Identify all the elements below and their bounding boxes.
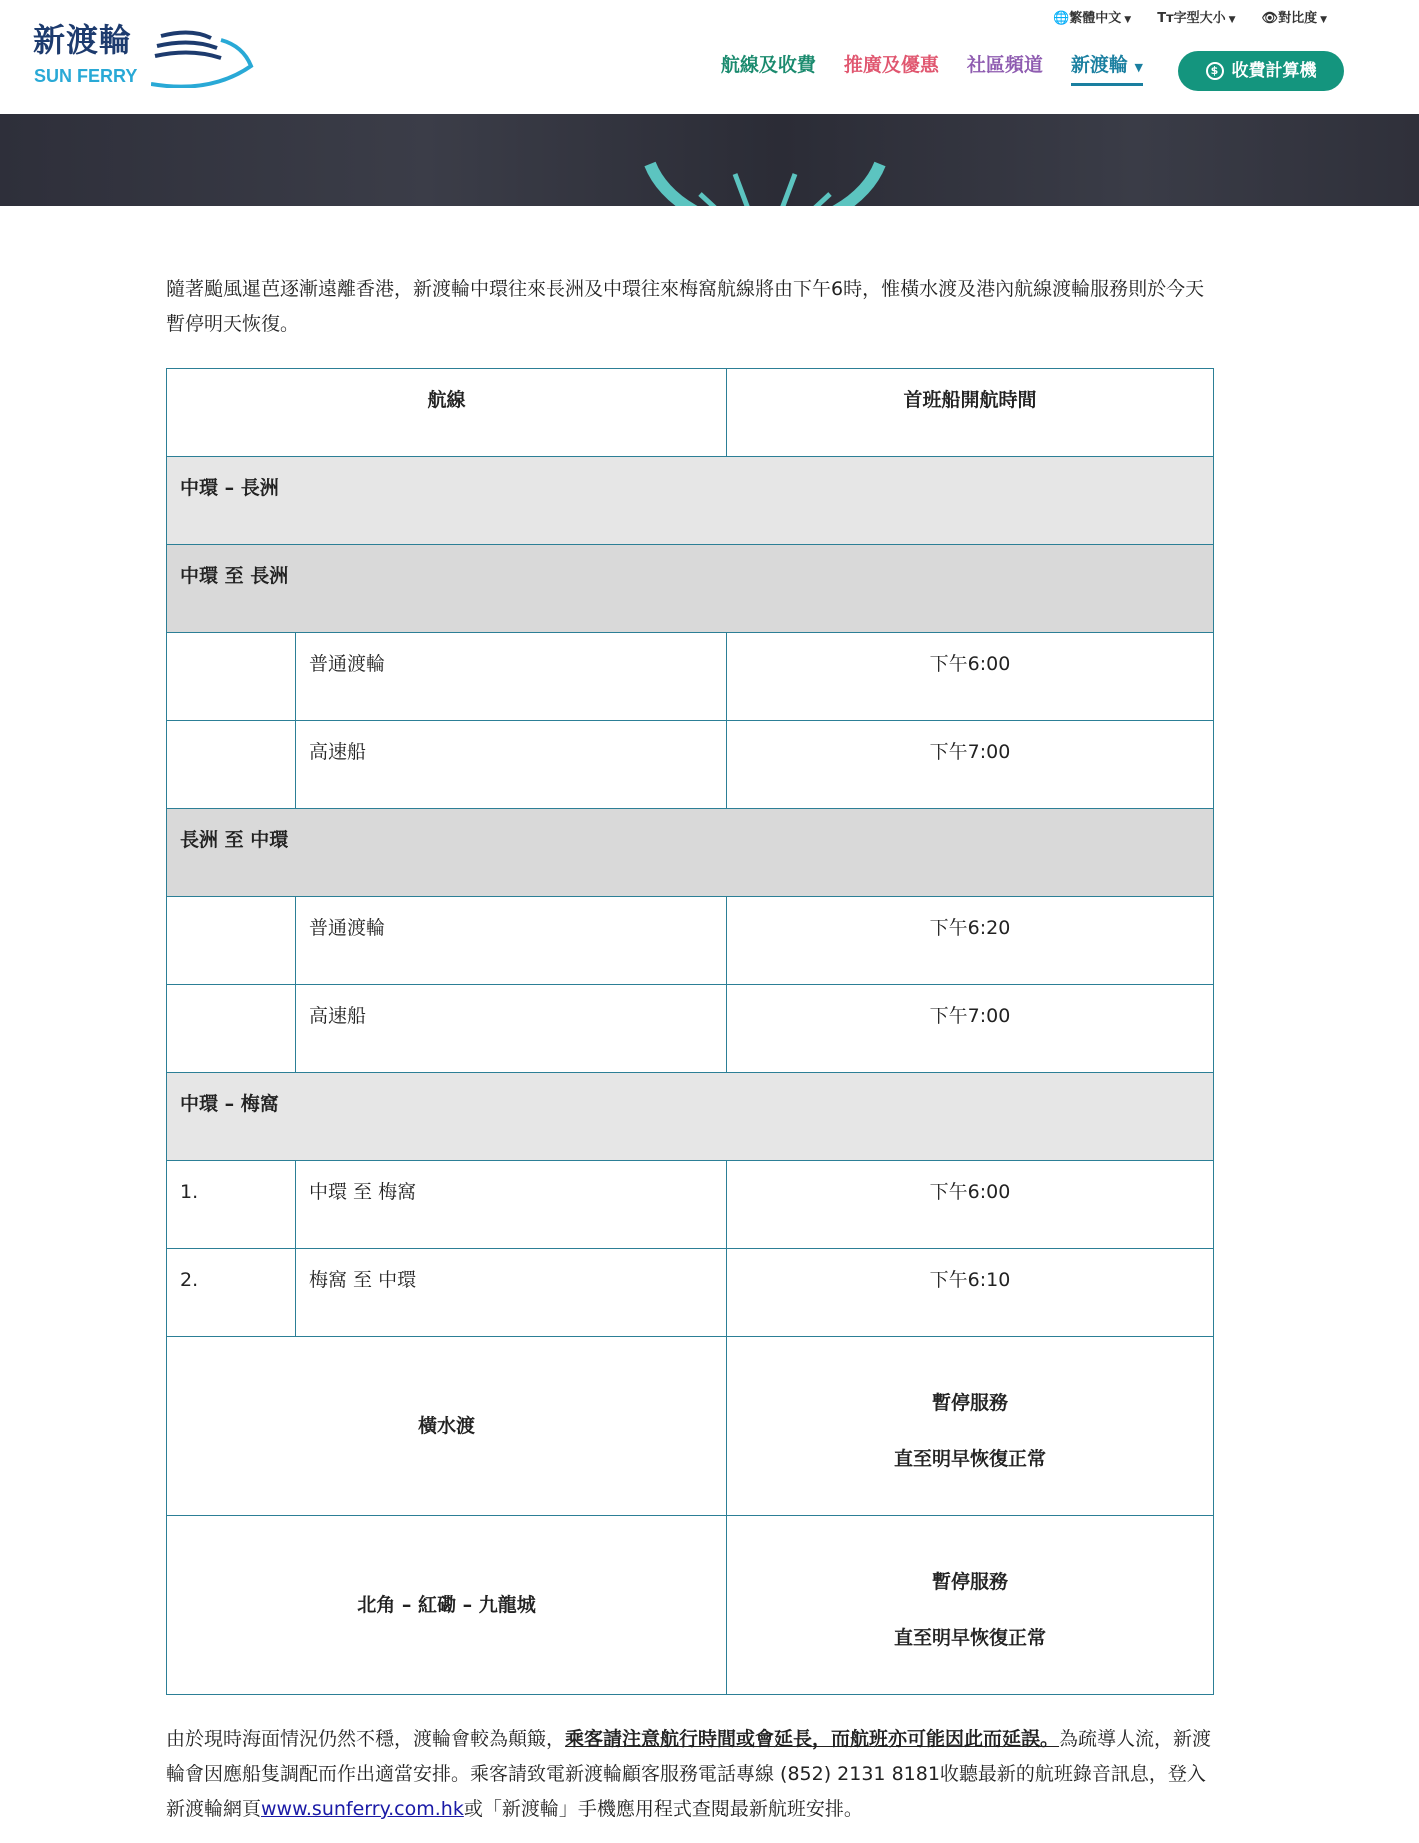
utility-bar [1053, 10, 1327, 29]
nav-promotions[interactable]: 推廣及優惠 [843, 54, 939, 76]
caret-down-icon: ▼ [1320, 15, 1327, 25]
font-size-selector[interactable]: Tт字型大小 ▼ [1157, 11, 1236, 26]
group-row: 中環 – 長洲 [167, 457, 1214, 545]
table-row: 高速船 下午7:00 [167, 985, 1214, 1073]
logo-chinese: 新渡輪 [33, 21, 133, 59]
main-nav [721, 52, 1143, 86]
table-row: 橫水渡 暫停服務 直至明早恢復正常 [167, 1337, 1214, 1516]
nav-community[interactable]: 社區頻道 [966, 54, 1043, 76]
subgroup-row: 中環 至 長洲 [167, 545, 1214, 633]
logo-english: SUN FERRY [34, 66, 138, 86]
subgroup-row: 長洲 至 中環 [167, 809, 1214, 897]
wave-logo-icon [151, 26, 255, 88]
language-selector[interactable]: 🌐繁體中文 ▼ [1053, 11, 1132, 26]
schedule-table [166, 368, 1214, 1695]
site-header [0, 0, 1419, 114]
header-first-sailing: 首班船開航時間 [727, 369, 1214, 457]
hero-banner [0, 114, 1419, 206]
table-row: 普通渡輪 下午6:20 [167, 897, 1214, 985]
table-row: 北角 – 紅磡 – 九龍城 暫停服務 直至明早恢復正常 [167, 1516, 1214, 1695]
table-row: 2. 梅窩 至 中環 下午6:10 [167, 1249, 1214, 1337]
table-row: 高速船 下午7:00 [167, 721, 1214, 809]
fare-calculator-button[interactable]: $ 收費計算機 [1178, 51, 1344, 91]
header-route: 航線 [167, 369, 727, 457]
nav-sun-ferry[interactable]: 新渡輪 ▼ [1071, 52, 1143, 86]
website-link[interactable]: www.sunferry.com.hk [261, 1798, 464, 1820]
table-row: 普通渡輪 下午6:00 [167, 633, 1214, 721]
dollar-icon: $ [1206, 62, 1224, 80]
intro-text: 隨著颱風暹芭逐漸遠離香港，新渡輪中環往來長洲及中環往來梅窩航線將由下午6時，惟橫水渡及港內航線渡輪服務則於今天暫停明天恢復。 [166, 278, 1205, 335]
caret-down-icon: ▼ [1124, 15, 1132, 25]
emphasis-text: 乘客請注意航行時間或會延長，而航班亦可能因此而延誤。 [565, 1728, 1060, 1750]
notice-text: 由於現時海面情況仍然不穩，渡輪會較為顛簸，乘客請注意航行時間或會延長，而航班亦可能因此而延誤。為疏導人流，新渡輪會因應船隻調配而作出適當安排。乘客請致電新渡輪顧客服務電話專線 (852) 2131 8181收聽最新的航班錄音訊息，登入新渡輪網頁www.sunferry.com.hk或「新渡輪」手機應用程式查閱最新航班安排。 [166, 1728, 1212, 1820]
table-header-row [167, 369, 1214, 457]
group-row: 中環 – 梅窩 [167, 1073, 1214, 1161]
sun-ferry-logo[interactable] [33, 22, 233, 92]
wheel-graphic-icon [640, 114, 900, 206]
contrast-selector[interactable]: 👁對比度 ▼ [1261, 11, 1327, 26]
table-row: 1. 中環 至 梅窩 下午6:00 [167, 1161, 1214, 1249]
caret-down-icon: ▼ [1228, 15, 1236, 25]
caret-down-icon: ▼ [1134, 61, 1143, 74]
nav-routes-fares[interactable]: 航線及收費 [720, 54, 816, 76]
